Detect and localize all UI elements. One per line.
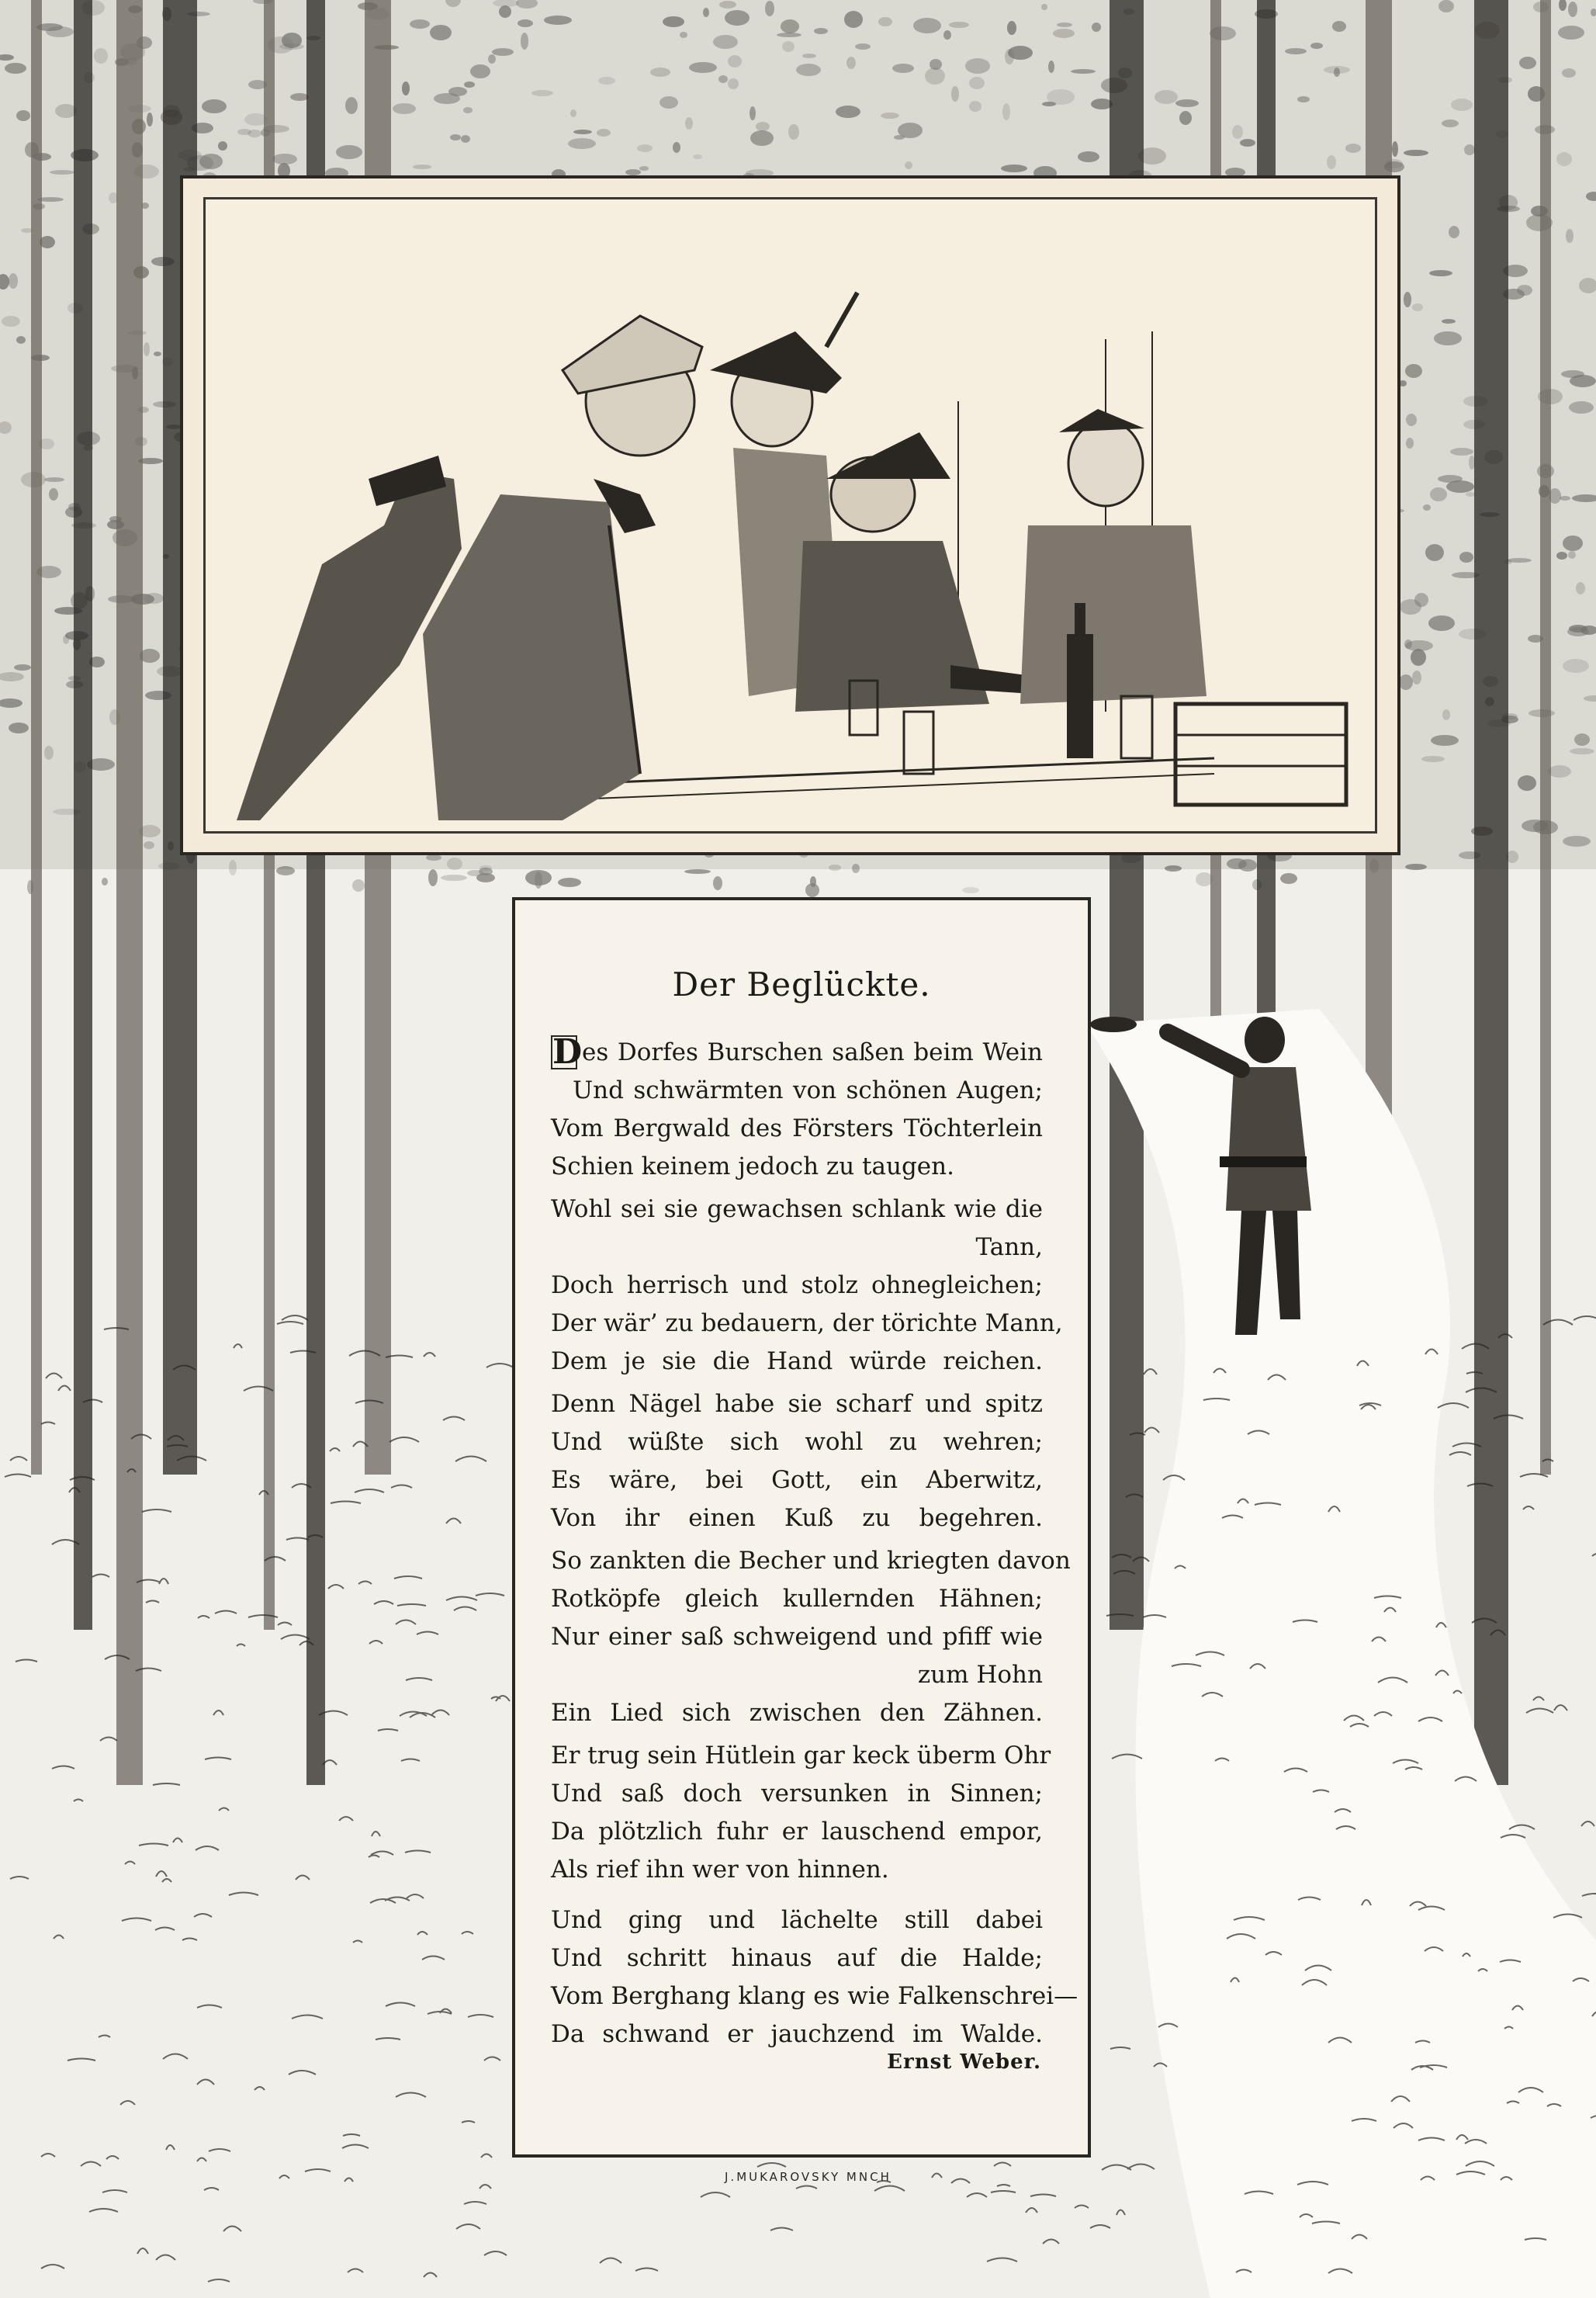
tree-trunk <box>31 0 42 1475</box>
poem-line: Tann, <box>975 1233 1043 1261</box>
poem-line: Von ihr einen Kuß zu begehren. <box>551 1504 1043 1532</box>
poem-stanza-4 <box>551 1542 1071 1732</box>
poem-line: Er trug sein Hütlein gar keck überm Ohr <box>551 1742 1051 1769</box>
poem-line: Vom Berghang klang es wie Falkenschrei— <box>551 1982 1078 2010</box>
poem-stanza-1 <box>551 1034 1043 1186</box>
seated-man-right <box>1020 409 1207 704</box>
poem-line: Als rief ihn wer von hinnen. <box>551 1856 889 1884</box>
poem-stanza-5 <box>551 1737 1051 1889</box>
poem-line: Es wäre, bei Gott, ein Aberwitz, <box>551 1466 1043 1494</box>
poem-line: Vom Bergwald des Försters Töchterlein <box>551 1114 1043 1142</box>
tavern-drawing <box>206 199 1377 834</box>
poem-line: Da plötzlich fuhr er lauschend empor, <box>551 1818 1043 1846</box>
poem-stanza-2 <box>551 1191 1063 1381</box>
poem-stanza-3 <box>551 1385 1043 1537</box>
poem-stanza-6 <box>551 1901 1078 2054</box>
poem-line: Doch herrisch und stolz ohnegleichen; <box>551 1271 1043 1299</box>
poem-line: Nur einer saß schweigend und pfiff wie <box>551 1623 1043 1651</box>
standing-man-center <box>423 316 702 820</box>
drop-cap: D <box>552 1032 583 1072</box>
poem-line: Und schwärmten von schönen Augen; <box>573 1076 1043 1104</box>
poem-line: Und ging und lächelte still dabei <box>551 1906 1043 1934</box>
poem-line: Denn Nägel habe sie scharf und spitz <box>551 1390 1043 1418</box>
poem-line: Und saß doch versunken in Sinnen; <box>551 1780 1043 1808</box>
poem-line: Und schritt hinaus auf die Halde; <box>551 1944 1043 1972</box>
poem-line: Der wär’ zu bedauern, der törichte Mann, <box>551 1309 1063 1337</box>
tree-trunk <box>116 0 143 1785</box>
poem-line: Des Dorfes Burschen saßen beim Wein <box>552 1032 1043 1072</box>
poem-line: zum Hohn <box>917 1661 1043 1689</box>
tree-trunk <box>1474 0 1508 1785</box>
poem-panel <box>512 897 1091 2158</box>
poem-line: So zankten die Becher und kriegten davon <box>551 1547 1071 1575</box>
artist-signature: J.MUKAROVSKY MNCH <box>725 2170 891 2184</box>
poem-line: Und wüßte sich wohl zu wehren; <box>551 1428 1043 1456</box>
poem-title: Der Beglückte. <box>672 965 931 1003</box>
tavern-scene <box>203 197 1377 834</box>
tree-trunk <box>1540 0 1551 1475</box>
poem-line: Dem je sie die Hand würde reichen. <box>551 1347 1043 1375</box>
poem-line: Wohl sei sie gewachsen schlank wie die <box>551 1195 1043 1223</box>
poem-line: Rotköpfe gleich kullernden Hähnen; <box>551 1585 1043 1613</box>
forest-path <box>1086 1009 1596 2298</box>
poem-line: Da schwand er jauchzend im Walde. <box>551 2020 1043 2048</box>
poem-line: Schien keinem jedoch zu taugen. <box>551 1152 954 1180</box>
poem-line: Ein Lied sich zwischen den Zähnen. <box>551 1699 1043 1727</box>
tree-trunk <box>74 0 92 1630</box>
poem-author: Ernst Weber. <box>887 2050 1041 2074</box>
tavern-scene-frame <box>180 175 1400 855</box>
